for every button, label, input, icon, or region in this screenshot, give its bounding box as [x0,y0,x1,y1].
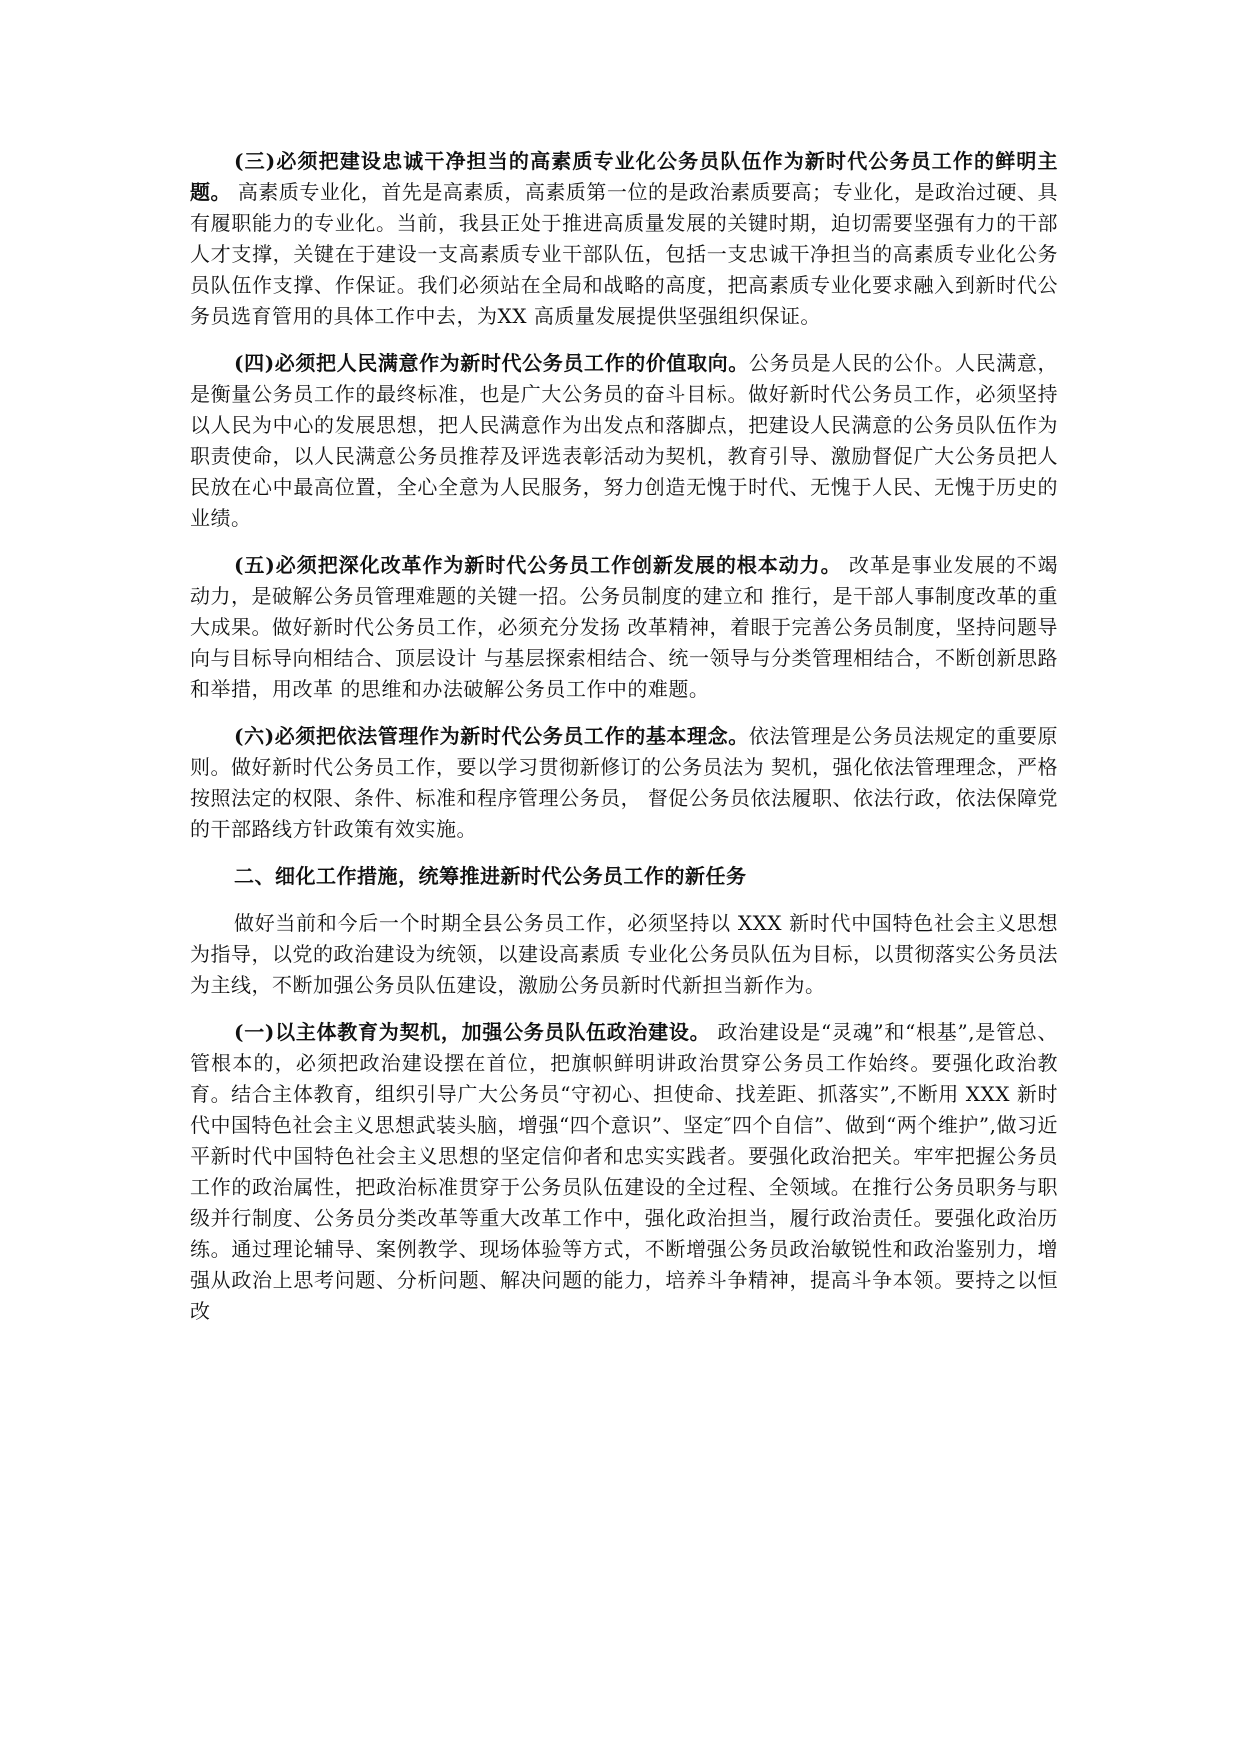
paragraph-three [190,146,1058,332]
paragraph-three-lead: (三)必须把建设忠诚干净担当的高素质专业化公务员队伍作为新时代公务员工作的鲜明主题。 [190,149,1058,204]
paragraph-measure-one-body: 政治建设是“灵魂”和“根基”,是管总、管根本的，必须把政治建设摆在首位，把旗帜鲜明讲政治贯穿公务员工作始终。要强化政治教育。结合主体教育，组织引导广大公务员“守初心、担使命、找差距、抓落实”,不断用 XXX 新时代中国特色社会主义思想武装头脑，增强“四个意识”、坚定″四个自信”、做到“两个维护”,做习近平新时代中国特色社会主义思想的坚定信仰者和忠实实践者。要强化政治把关。牢牢把握公务员工作的政治属性，把政治标准贯穿于公务员队伍建设的全过程、全领域。在推行公务员职务与职级并行制度、公务员分类改革等重大改革工作中，强化政治担当，履行政治责任。要强化政治历练。通过理论辅导、案例教学、现场体验等方式，不断增强公务员政治敏锐性和政治鉴别力，增强从政治上思考问题、分析问题、解决问题的能力，培养斗争精神，提高斗争本领。要持之以恒改 [190,1020,1058,1323]
paragraph-five-body: 改革是事业发展的不竭动力，是破解公务员管理难题的关键一招。公务员制度的建立和 推行，是干部人事制度改革的重大成果。做好新时代公务员工作，必须充分发扬 改革精神，着眼于完善公务员制度，坚持问题导向与目标导向相结合、顶层设计 与基层探索相结合、统一领导与分类管理相结合，不断创新思路和举措，用改革 的思维和办法破解公务员工作中的难题。 [190,553,1058,701]
paragraph-four-body: 公务员是人民的公仆。人民满意，是衡量公务员工作的最终标准，也是广大公务员的奋斗目标。做好新时代公务员工作，必须坚持以人民为中心的发展思想，把人民满意作为出发点和落脚点，把建设人民满意的公务员队伍作为职责使命，以人民满意公务员推荐及评选表彰活动为契机，教育引导、激励督促广大公务员把人民放在心中最高位置，全心全意为人民服务，努力创造无愧于时代、无愧于人民、无愧于历史的 业绩。 [190,351,1059,530]
paragraph-measure-one [190,1017,1058,1327]
paragraph-three-body: 高素质专业化，首先是高素质，高素质第一位的是政治素质要高；专业化，是政治过硬、具有履职能力的专业化。当前，我县正处于推进高质量发展的关键时期，迫切需要坚强有力的干部人才支撑，关键在于建设一支高素质专业干部队伍，包括一支忠诚干净担当的高素质专业化公务员队伍作支撑、作保证。我们必须站在全局和战略的高度，把高素质专业化要求融入到新时代公务员选育管用的具体工作中去，为XX 高质量发展提供坚强组织保证。 [190,180,1059,328]
section-heading: 二、细化工作措施，统筹推进新时代公务员工作的新任务 [234,864,747,888]
section-intro: 做好当前和今后一个时期全县公务员工作，必须坚持以 XXX 新时代中国特色社会主义思想为指导，以党的政治建设为统领，以建设高素质 专业化公务员队伍为目标，以贯彻落实公务员法为主线，不断加强公务员队伍建设，激励公务员新时代新担当新作为。 [190,911,1058,997]
paragraph-six [190,721,1058,845]
paragraph-four [190,348,1058,534]
paragraph-five-lead: (五)必须把深化改革作为新时代公务员工作创新发展的根本动力。 [234,553,842,577]
paragraph-five [190,550,1058,705]
paragraph-four-lead: (四)必须把人民满意作为新时代公务员工作的价值取向。 [234,351,749,375]
paragraph-six-body: 依法管理是公务员法规定的重要原则。做好新时代公务员工作，要以学习贯彻新修订的公务员法为 契机，强化依法管理理念，严格按照法定的权限、条件、标准和程序管理公务员， 督促公务员依法履职、依法行政，依法保障党的干部路线方针政策有效实施。 [190,724,1059,841]
paragraph-six-lead: (六)必须把依法管理作为新时代公务员工作的基本理念。 [234,724,749,748]
paragraph-measure-one-lead: (一)以主体教育为契机，加强公务员队伍政治建设。 [234,1020,711,1044]
document-page [190,146,1058,1343]
